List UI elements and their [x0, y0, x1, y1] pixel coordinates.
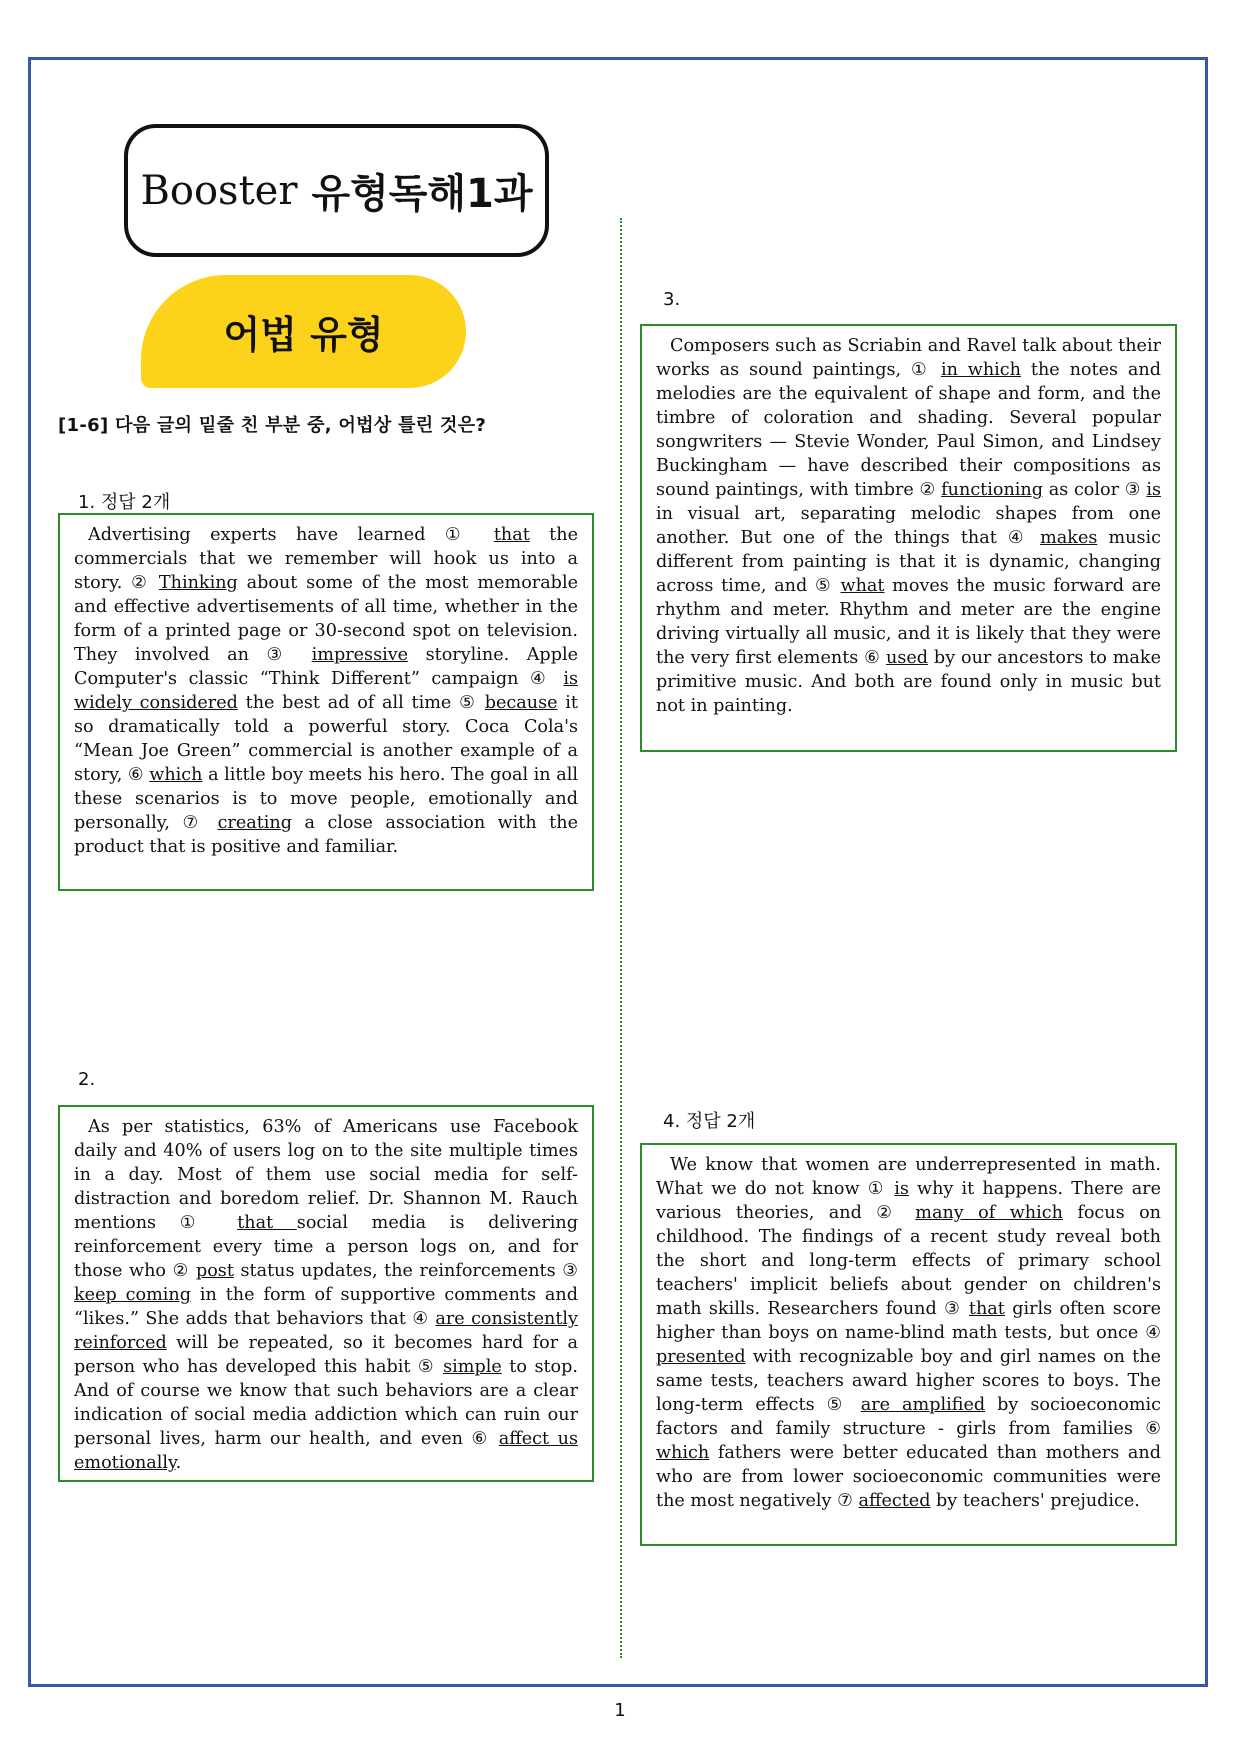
question-2-passage: As per statistics, 63% of Americans use Facebook daily and 40% of users log on to the site multiple times in a day. Most of them use social media for self-distraction and boredom relief. Dr. Shannon M. Rauch mentions ① that social media is delivering reinforcement every time a person logs on, and for those who ② post status updates, the reinforcements ③ keep coming in the form of supportive comments and “likes.” She adds that behaviors that ④ are consistently reinforced will be repeated, so it becomes hard for a person who has developed this habit ⑤ simple to stop. And of course we know that such behaviors are a clear indication of social media addiction which can ruin our personal lives, harm our health, and even ⑥ affect us emotionally.	[58, 1105, 594, 1482]
underlined-choice: are consistently reinforced	[74, 1309, 578, 1353]
question-3-label: 3.	[663, 289, 681, 310]
underlined-choice: that	[237, 1213, 297, 1233]
underlined-choice: is	[894, 1179, 909, 1199]
underlined-choice: creating	[217, 813, 293, 833]
title-korean: 유형독해1과	[311, 171, 533, 217]
underlined-choice: many of which	[915, 1203, 1063, 1223]
underlined-choice: impressive	[311, 645, 409, 665]
question-4-passage: We know that women are underrepresented in math. What we do not know ① is why it happens. There are various theories, and ② many of which focus on childhood. The findings of a recent study reveal both the short and long-term effects of primary school teachers' implicit beliefs about gender on children's math skills. Researchers found ③ that girls often score higher than boys on name-blind math tests, but once ④ presented with recognizable boy and girl names on the same tests, teachers award higher scores to boys. The long-term effects ⑤ are amplified by socioeconomic factors and family structure - girls from families ⑥ which fathers were better educated than mothers and who are from lower socioeconomic communities were the most negatively ⑦ affected by teachers' prejudice.	[640, 1143, 1177, 1546]
underlined-choice: which	[656, 1443, 710, 1463]
question-1-passage: Advertising experts have learned ① that the commercials that we remember will hook us into a story. ② Thinking about some of the most memorable and effective advertisements of all time, whether in the form of a printed page or 30-second spot on television. They involved an ③ impressive storyline. Apple Computer's classic “Think Different” campaign ④ is widely considered the best ad of all time ⑤ because it so dramatically told a powerful story. Coca Cola's “Mean Joe Green” commercial is another example of a story, ⑥ which a little boy meets his hero. The goal in all these scenarios is to move people, emotionally and personally, ⑦ creating a close association with the product that is positive and familiar.	[58, 513, 594, 891]
question-1-label: 1. 정답 2개	[78, 492, 171, 513]
underlined-choice: keep coming	[74, 1285, 191, 1305]
underlined-choice: functioning	[941, 480, 1044, 500]
underlined-choice: used	[886, 648, 929, 668]
title-english: Booster	[140, 167, 298, 214]
instruction-text: [1-6] 다음 글의 밑줄 친 부분 중, 어법상 틀린 것은?	[58, 415, 487, 436]
underlined-choice: makes	[1040, 528, 1098, 548]
underlined-choice: affect us emotionally	[74, 1429, 578, 1473]
underlined-choice: that	[493, 525, 530, 545]
underlined-choice: because	[484, 693, 558, 713]
underlined-choice: in which	[940, 360, 1021, 380]
section-title: 어법 유형	[223, 313, 384, 357]
underlined-choice: simple	[443, 1357, 502, 1377]
underlined-choice: that	[968, 1299, 1005, 1319]
underlined-choice: which	[149, 765, 203, 785]
underlined-choice: post	[195, 1261, 234, 1281]
column-divider	[620, 218, 622, 1658]
underlined-choice: is widely considered	[74, 669, 578, 713]
underlined-choice: what	[840, 576, 885, 596]
page-number: 1	[614, 1700, 626, 1721]
question-2-label: 2.	[78, 1069, 96, 1090]
underlined-choice: is	[1146, 480, 1161, 500]
underlined-choice: Thinking	[158, 573, 238, 593]
section-badge	[141, 275, 466, 388]
underlined-choice: are amplified	[860, 1395, 986, 1415]
title-box	[124, 124, 549, 257]
underlined-choice: affected	[858, 1491, 931, 1511]
question-3-passage: Composers such as Scriabin and Ravel talk about their works as sound paintings, ① in which the notes and melodies are the equivalent of shape and form, and the timbre of coloration and shading. Several popular songwriters — Stevie Wonder, Paul Simon, and Lindsey Buckingham — have described their compositions as sound paintings, with timbre ② functioning as color ③ is in visual art, separating melodic shapes from one another. But one of the things that ④ makes music different from painting is that it is dynamic, changing across time, and ⑤ what moves the music forward are rhythm and meter. Rhythm and meter are the engine driving virtually all music, and it is likely that they were the very first elements ⑥ used by our ancestors to make primitive music. And both are found only in music but not in painting.	[640, 324, 1177, 752]
underlined-choice: presented	[656, 1347, 746, 1367]
question-4-label: 4. 정답 2개	[663, 1111, 756, 1132]
